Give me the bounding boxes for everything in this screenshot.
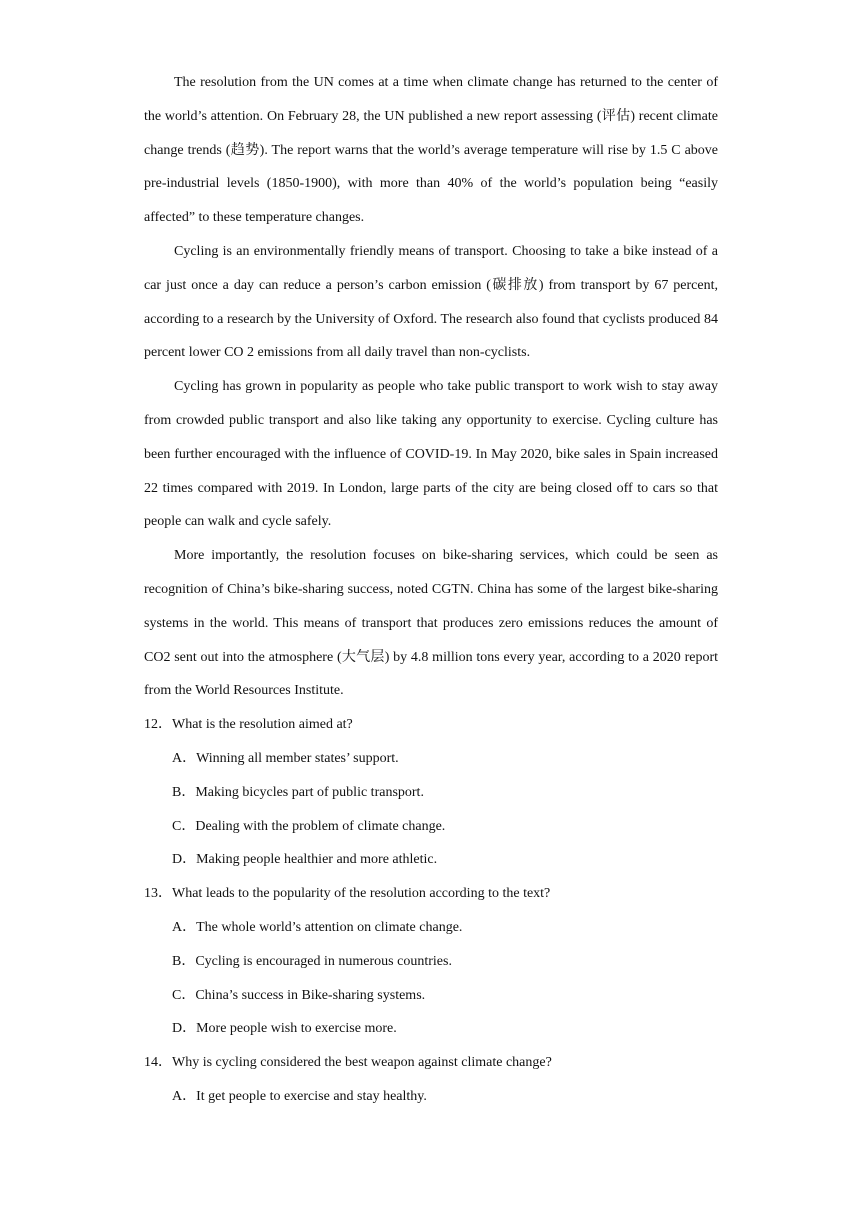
question-14-stem: 14．Why is cycling considered the best weapon against climate change? [144,1055,552,1071]
question-12-option-c: C．Dealing with the problem of climate change. [172,818,446,834]
document-page [144,66,718,1114]
question-13-stem: 13．What leads to the popularity of the resolution according to the text? [144,886,551,902]
question-13-option-c: C．China’s success in Bike-sharing systems. [172,987,426,1003]
passage-paragraph-4: More importantly, the resolution focuses on bike-sharing services, which could be seen as recognition of China’s bike-sharing success, noted CGTN. China has some of the largest bike-sharing systems in the world. This means of transport that produces zero emissions reduces the amount of CO2 sent out into the atmosphere (大气层) by 4.8 million tons every year, according to a 2020 report from the World Resources Institute. [144,548,718,699]
question-12-stem: 12．What is the resolution aimed at? [144,717,353,733]
question-12-option-a: A．Winning all member states’ support. [172,750,399,766]
question-12-option-b: B．Making bicycles part of public transport. [172,784,424,800]
question-13-option-d: D．More people wish to exercise more. [172,1021,397,1037]
question-12-option-d: D．Making people healthier and more athletic. [172,852,438,868]
question-13-option-a: A．The whole world’s attention on climate change. [172,919,463,935]
question-13-option-b: B．Cycling is encouraged in numerous countries. [172,953,452,969]
passage-paragraph-3: Cycling has grown in popularity as people who take public transport to work wish to stay away from crowded public transport and also like taking any opportunity to exercise. Cycling culture has been further encouraged with the influence of COVID-19. In May 2020, bike sales in Spain increased 22 times compared with 2019. In London, large parts of the city are being closed off to cars so that people can walk and cycle safely. [144,379,718,530]
question-14-option-a: A．It get people to exercise and stay healthy. [172,1088,427,1104]
passage-paragraph-1: The resolution from the UN comes at a time when climate change has returned to the center of the world’s attention. On February 28, the UN published a new report assessing (评估) recent climate change trends (趋势). The report warns that the world’s average temperature will rise by 1.5 C above pre-industrial levels (1850-1900), with more than 40% of the world’s population being “easily affected” to these temperature changes. [144,75,718,226]
passage-paragraph-2: Cycling is an environmentally friendly means of transport. Choosing to take a bike instead of a car just once a day can reduce a person’s carbon emission (碳排放) from transport by 67 percent, according to a research by the University of Oxford. The research also found that cyclists produced 84 percent lower CO 2 emissions from all daily travel than non-cyclists. [144,243,718,361]
